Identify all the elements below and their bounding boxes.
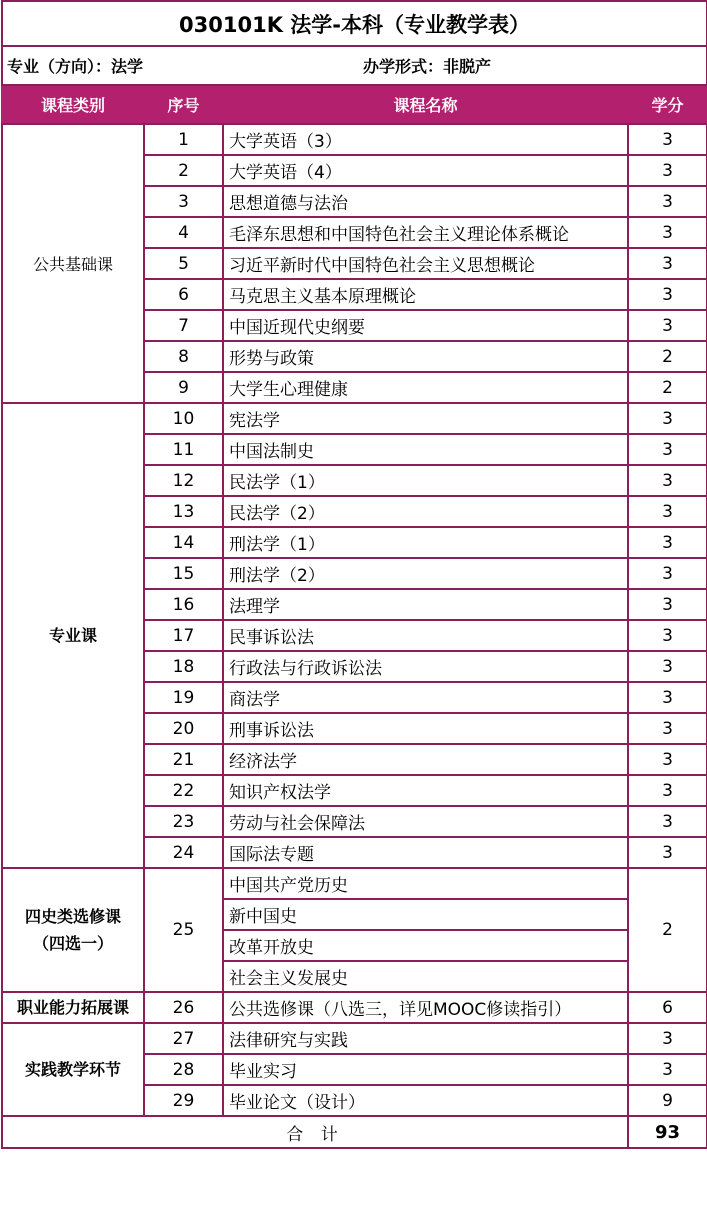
seq-cell: 9 <box>144 372 223 403</box>
course-name-cell: 国际法专题 <box>223 837 628 868</box>
course-name-cell: 习近平新时代中国特色社会主义思想概论 <box>223 248 628 279</box>
credit-cell: 3 <box>628 465 707 496</box>
major-label: 专业（方向）：法学 <box>7 57 144 76</box>
credit-cell: 3 <box>628 279 707 310</box>
course-name-cell: 思想道德与法治 <box>223 186 628 217</box>
seq-cell: 20 <box>144 713 223 744</box>
seq-cell: 3 <box>144 186 223 217</box>
course-name-cell: 商法学 <box>223 682 628 713</box>
credit-cell: 3 <box>628 806 707 837</box>
category-cell: 职业能力拓展课 <box>2 992 144 1023</box>
credit-cell: 6 <box>628 992 707 1023</box>
credit-cell: 3 <box>628 310 707 341</box>
credit-cell: 3 <box>628 155 707 186</box>
seq-cell: 5 <box>144 248 223 279</box>
course-name-cell: 中国近现代史纲要 <box>223 310 628 341</box>
credit-cell: 2 <box>628 372 707 403</box>
table-row <box>2 403 707 434</box>
seq-cell: 1 <box>144 124 223 155</box>
course-name-cell: 毛泽东思想和中国特色社会主义理论体系概论 <box>223 217 628 248</box>
course-name-cell: 大学生心理健康 <box>223 372 628 403</box>
course-name-cell: 行政法与行政诉讼法 <box>223 651 628 682</box>
credit-cell: 9 <box>628 1085 707 1116</box>
table-row <box>2 992 707 1023</box>
category-cell: 专业课 <box>2 403 144 868</box>
seq-cell: 11 <box>144 434 223 465</box>
credit-cell: 3 <box>628 558 707 589</box>
info-cell <box>2 46 707 85</box>
course-name-cell: 知识产权法学 <box>223 775 628 806</box>
credit-cell: 3 <box>628 1054 707 1085</box>
course-name-cell: 刑事诉讼法 <box>223 713 628 744</box>
course-name-cell: 形势与政策 <box>223 341 628 372</box>
course-name-cell: 法理学 <box>223 589 628 620</box>
title-row <box>2 1 707 46</box>
seq-cell: 27 <box>144 1023 223 1054</box>
course-name-cell: 社会主义发展史 <box>223 961 628 992</box>
course-name-cell: 新中国史 <box>223 899 628 930</box>
seq-cell: 6 <box>144 279 223 310</box>
seq-cell: 4 <box>144 217 223 248</box>
seq-cell: 8 <box>144 341 223 372</box>
credit-cell: 3 <box>628 248 707 279</box>
course-name-cell: 劳动与社会保障法 <box>223 806 628 837</box>
total-value: 93 <box>628 1116 707 1148</box>
credit-cell: 3 <box>628 744 707 775</box>
seq-cell: 10 <box>144 403 223 434</box>
course-name-cell: 大学英语（3） <box>223 124 628 155</box>
seq-cell: 26 <box>144 992 223 1023</box>
credit-cell: 3 <box>628 496 707 527</box>
header-credit: 学分 <box>628 85 707 124</box>
credit-cell: 2 <box>628 341 707 372</box>
course-name-cell: 民法学（1） <box>223 465 628 496</box>
seq-cell: 18 <box>144 651 223 682</box>
table-row <box>2 124 707 155</box>
header-name: 课程名称 <box>223 85 628 124</box>
seq-cell: 29 <box>144 1085 223 1116</box>
header-category: 课程类别 <box>2 85 144 124</box>
header-seq: 序号 <box>144 85 223 124</box>
credit-cell: 3 <box>628 217 707 248</box>
seq-cell: 17 <box>144 620 223 651</box>
course-name-cell: 中国共产党历史 <box>223 868 628 899</box>
credit-cell: 3 <box>628 651 707 682</box>
credit-cell: 2 <box>628 868 707 992</box>
header-row <box>2 85 707 124</box>
course-name-cell: 毕业论文（设计） <box>223 1085 628 1116</box>
course-name-cell: 刑法学（2） <box>223 558 628 589</box>
course-name-cell: 公共选修课（八选三，详见MOOC修读指引） <box>223 992 628 1023</box>
total-label: 合 计 <box>2 1116 628 1148</box>
seq-cell: 28 <box>144 1054 223 1085</box>
seq-cell: 2 <box>144 155 223 186</box>
category-cell <box>2 868 144 992</box>
seq-cell: 16 <box>144 589 223 620</box>
seq-cell: 14 <box>144 527 223 558</box>
category-cell: 公共基础课 <box>2 124 144 403</box>
course-name-cell: 马克思主义基本原理概论 <box>223 279 628 310</box>
seq-cell: 24 <box>144 837 223 868</box>
seq-cell: 23 <box>144 806 223 837</box>
course-name-cell: 法律研究与实践 <box>223 1023 628 1054</box>
total-row <box>2 1116 707 1148</box>
course-name-cell: 毕业实习 <box>223 1054 628 1085</box>
table-row <box>2 868 707 899</box>
credit-cell: 3 <box>628 589 707 620</box>
seq-cell: 12 <box>144 465 223 496</box>
course-name-cell: 大学英语（4） <box>223 155 628 186</box>
credit-cell: 3 <box>628 403 707 434</box>
category-cell: 实践教学环节 <box>2 1023 144 1116</box>
seq-cell: 19 <box>144 682 223 713</box>
seq-cell: 13 <box>144 496 223 527</box>
credit-cell: 3 <box>628 775 707 806</box>
seq-cell: 15 <box>144 558 223 589</box>
seq-cell: 7 <box>144 310 223 341</box>
course-name-cell: 宪法学 <box>223 403 628 434</box>
credit-cell: 3 <box>628 527 707 558</box>
course-name-cell: 中国法制史 <box>223 434 628 465</box>
credit-cell: 3 <box>628 186 707 217</box>
category-line: （四选一） <box>32 934 113 953</box>
seq-cell: 25 <box>144 868 223 992</box>
info-row <box>2 46 707 85</box>
mode-label: 办学形式：非脱产 <box>363 57 492 76</box>
page-title: 030101K 法学-本科（专业教学表） <box>2 1 707 46</box>
credit-cell: 3 <box>628 620 707 651</box>
credit-cell: 3 <box>628 837 707 868</box>
course-name-cell: 民法学（2） <box>223 496 628 527</box>
credit-cell: 3 <box>628 713 707 744</box>
seq-cell: 21 <box>144 744 223 775</box>
course-name-cell: 民事诉讼法 <box>223 620 628 651</box>
category-line: 四史类选修课 <box>24 907 121 926</box>
credit-cell: 3 <box>628 682 707 713</box>
credit-cell: 3 <box>628 1023 707 1054</box>
table-row <box>2 1023 707 1054</box>
course-name-cell: 经济法学 <box>223 744 628 775</box>
curriculum-table <box>1 0 707 1149</box>
seq-cell: 22 <box>144 775 223 806</box>
credit-cell: 3 <box>628 124 707 155</box>
course-name-cell: 刑法学（1） <box>223 527 628 558</box>
credit-cell: 3 <box>628 434 707 465</box>
course-name-cell: 改革开放史 <box>223 930 628 961</box>
